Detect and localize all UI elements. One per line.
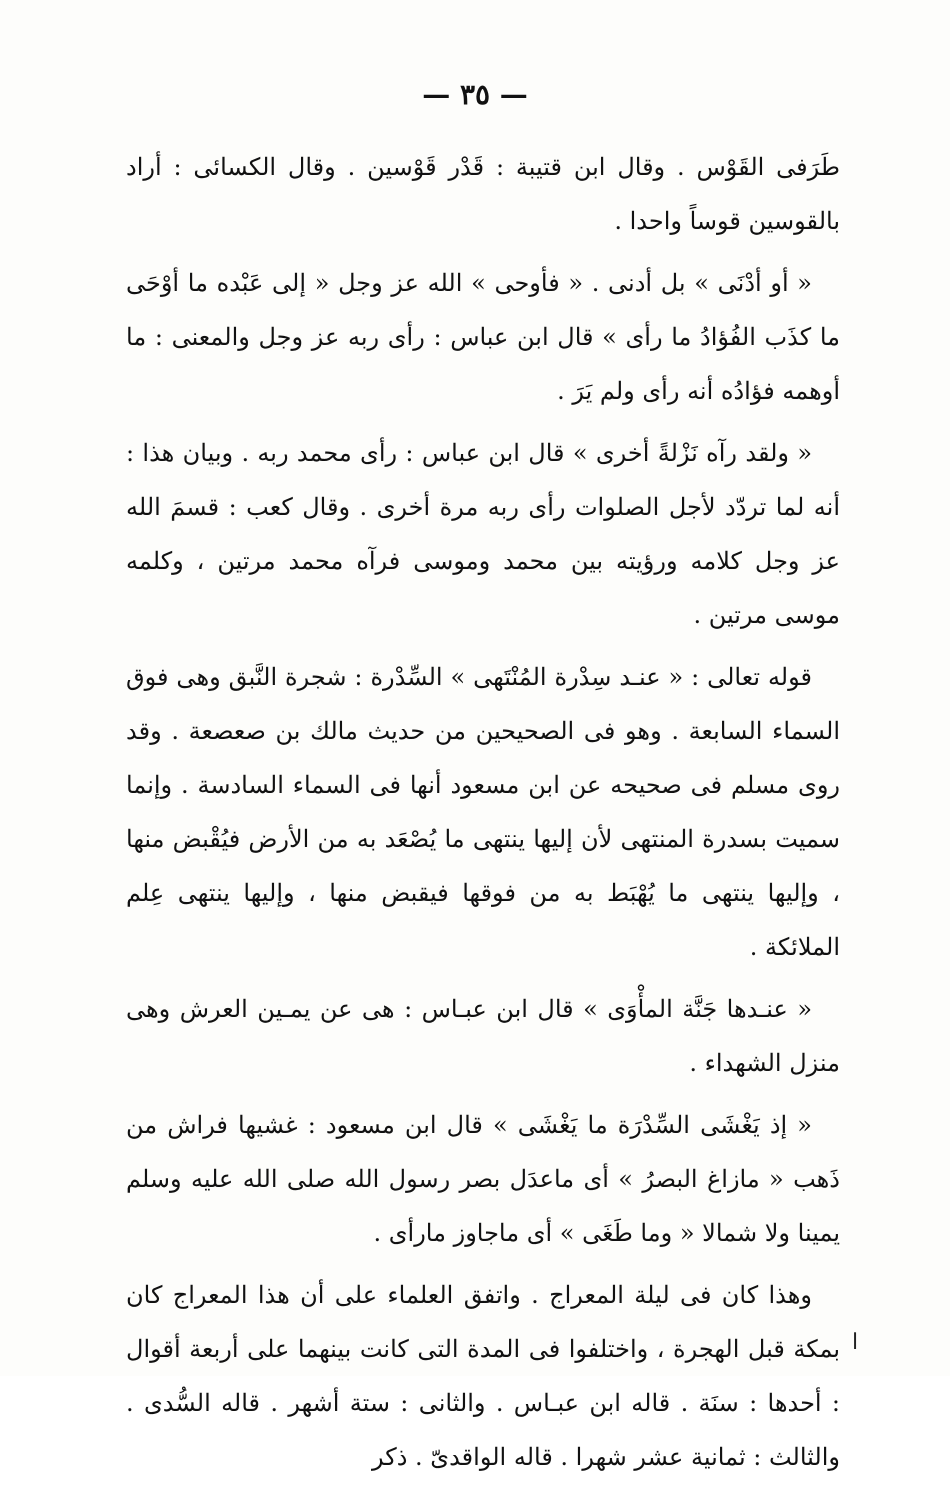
paragraph-3: « ولقد رآه نَزْلةً أخرى » قال ابن عباس : رأى محمد ربه . وبيان هذا : أنه لما تردّد لأجل الصلوات رأى ربه مرة أخرى . وقال كعب : قسمَ الله عز وجل كلامه ورؤيته بين محمد وموسى فرآه محمد مرتين ، وكلمه موسى مرتين . (126, 439, 840, 629)
body-text (126, 140, 840, 1492)
paragraph-1: طَرَفى القَوْس . وقال ابن قتيبة : قَدْر قَوْسين . وقال الكسائى : أراد بالقوسين قوساً واحدا . (126, 153, 840, 235)
paragraph-5: « عنـدها جَنَّة المأْوَى » قال ابن عبـاس : هى عن يمـين العرش وهى منزل الشهداء . (126, 995, 840, 1077)
paragraph-6: « إذ يَغْشَى السِّدْرَة ما يَغْشَى » قال ابن مسعود : غشيها فراش من ذَهب « مازاغ البصرُ » أى ماعدَل بصر رسول الله صلى الله عليه وسلم يمينا ولا شمالا « وما طَغَى » أى ماجاوز مارأى . (126, 1111, 840, 1247)
page-number: — ٣٥ — (422, 78, 528, 111)
paragraph-7: وهذا كان فى ليلة المعراج . واتفق العلماء على أن هذا المعراج كان بمكة قبل الهجرة ، واختلفوا فى المدة التى كانت بينهما على أربعة أقوال : أحدها : سنَة . قاله ابن عبـاس . والثانى : ستة أشهر . قاله السُّدى . والثالث : ثمانية عشر شهرا . قاله الواقدىّ . ذكر (126, 1281, 840, 1471)
paragraph-2: « أو أدْنَى » بل أدنى . « فأوحى » الله عز وجل « إلى عَبْده ما أوْحَى ما كذَب الفُؤادُ ما رأى » قال ابن عباس : رأى ربه عز وجل والمعنى : ما أوهمه فؤادُه أنه رأى ولم يَرَ . (126, 269, 840, 405)
paragraph-4: قوله تعالى : « عنـد سِدْرة المُنْتَهى » السِّدْرة : شجرة النَّبق وهى فوق السماء السابعة . وهو فى الصحيحين من حديث مالك بن صعصعة . وقد روى مسلم فى صحيحه عن ابن مسعود أنها فى السماء السادسة . وإنما سميت بسدرة المنتهى لأن إليها ينتهى ما يُصْعَد به من الأرض فيُقْبض منها ، وإليها ينتهى ما يُهْبَط به من فوقها فيقبض منها ، وإليها ينتهى عِلم الملائكة . (126, 663, 840, 961)
corner-mark: ا (852, 1330, 859, 1355)
